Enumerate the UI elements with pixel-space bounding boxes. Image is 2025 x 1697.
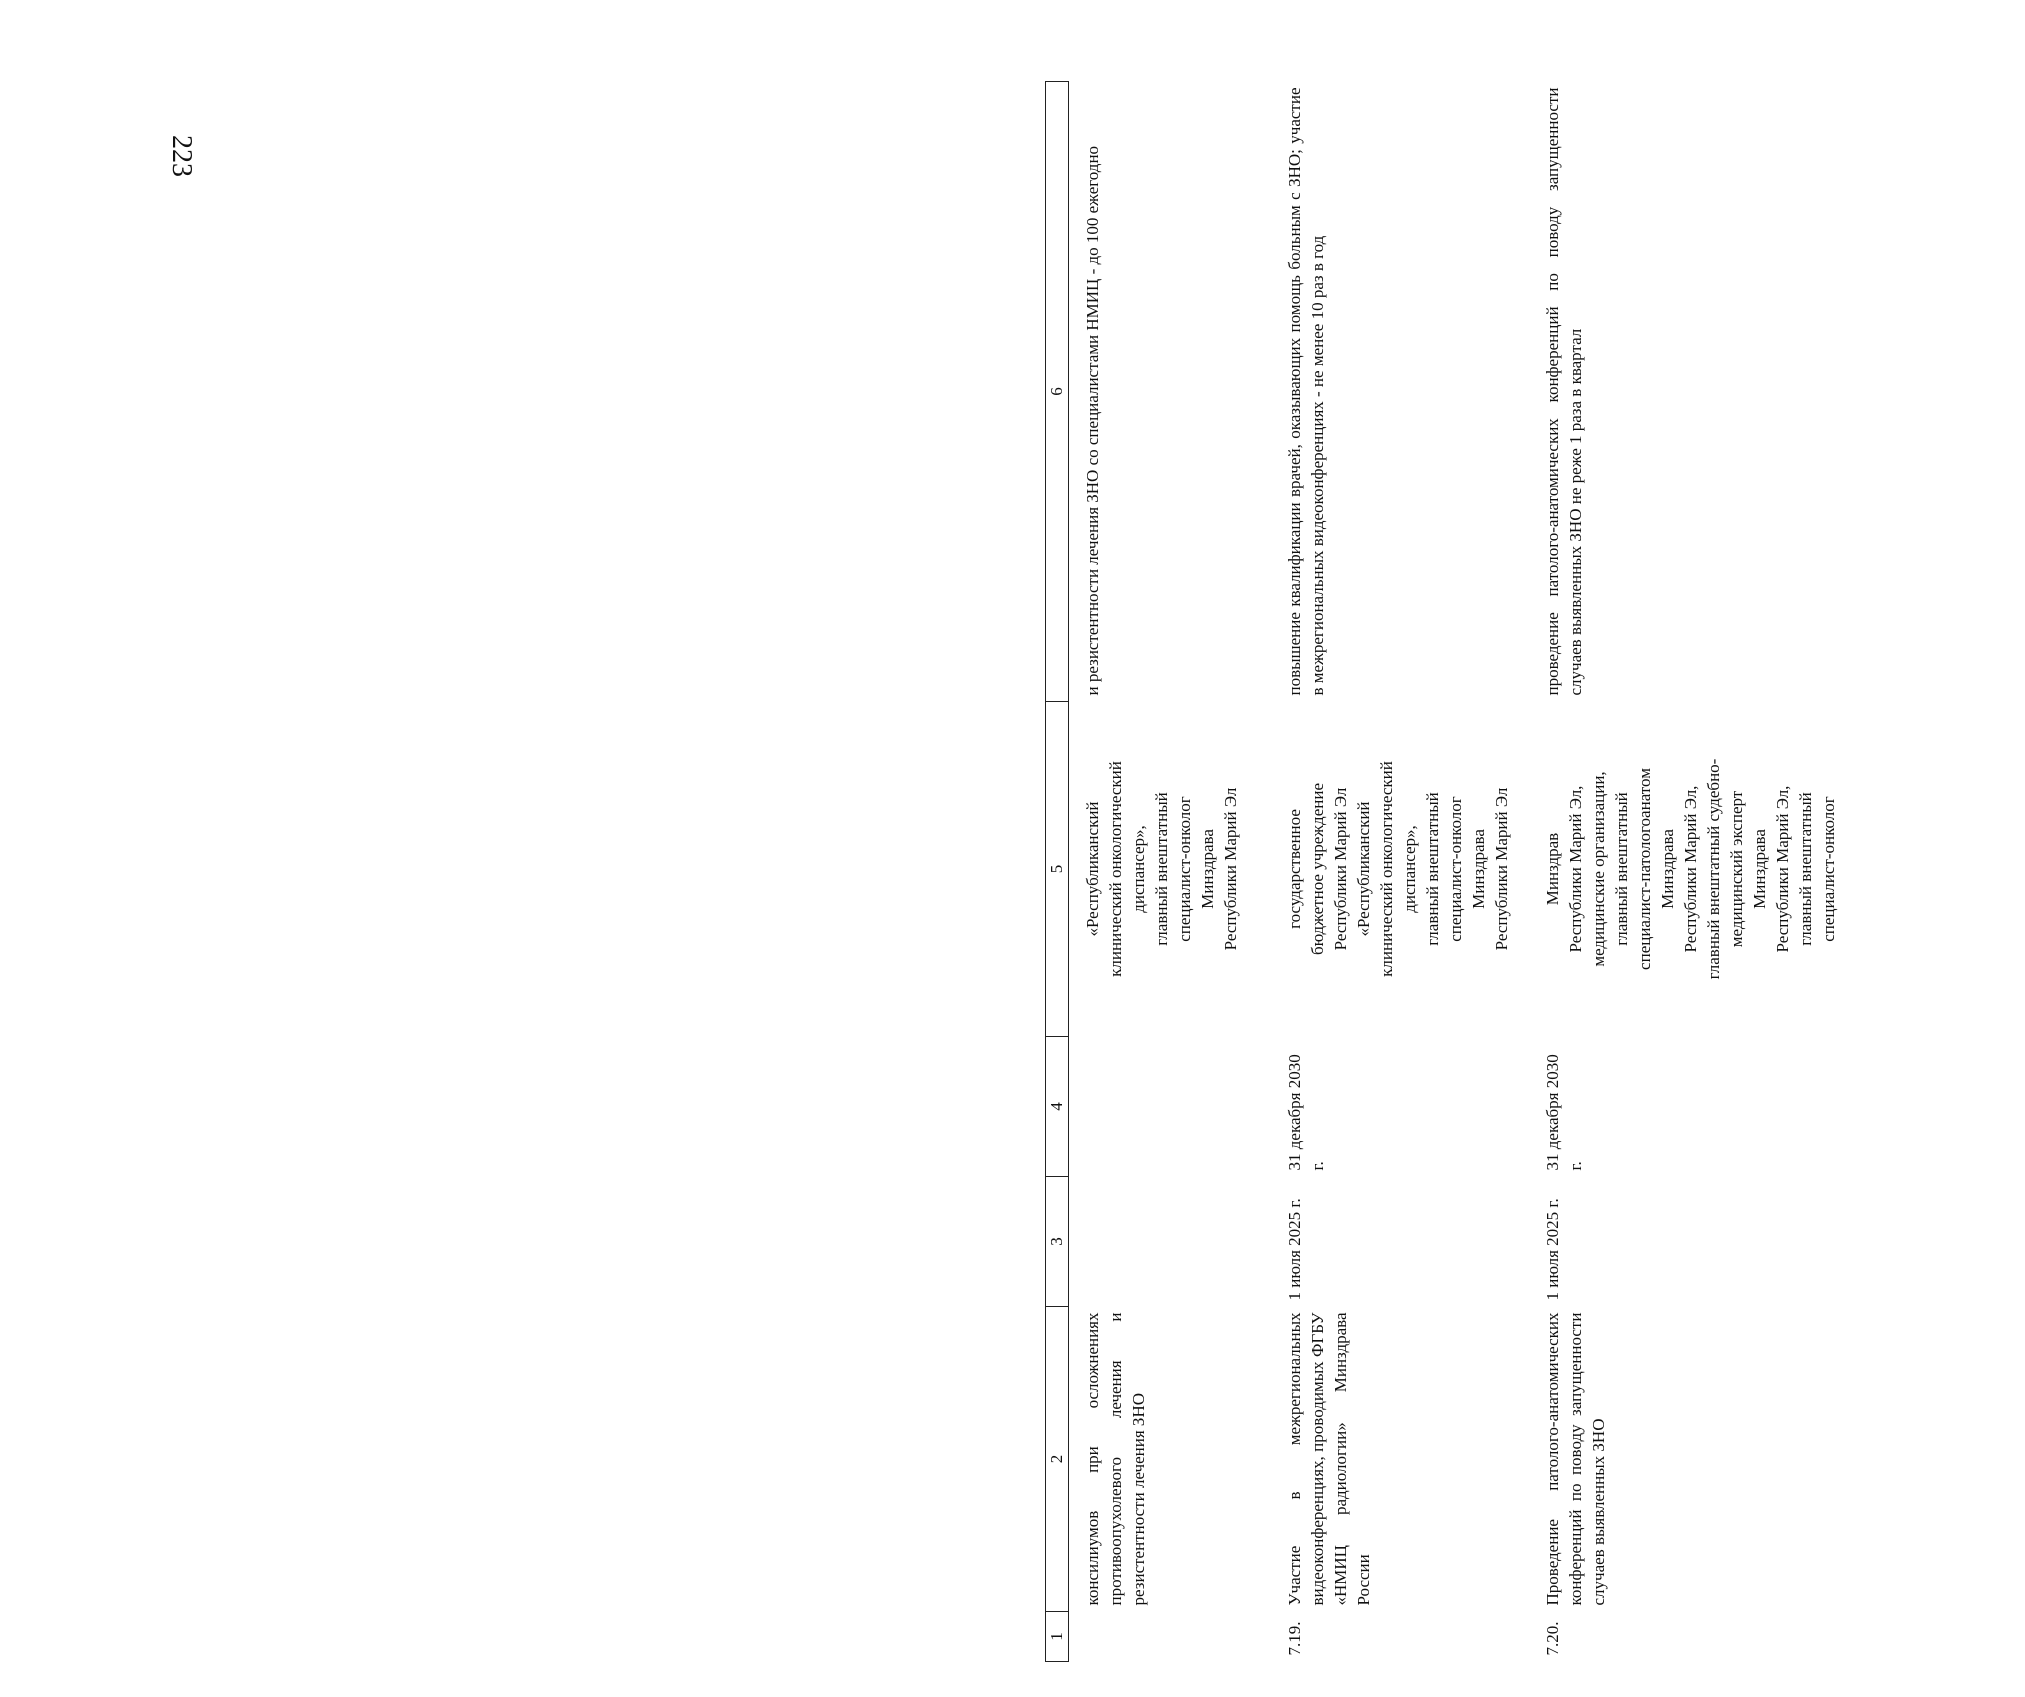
responsible-line: главный внештатный	[1152, 792, 1171, 946]
responsible-line: специалист-онколог	[1175, 796, 1194, 942]
responsible-line: главный внештатный	[1423, 792, 1442, 946]
start-date: 1 июля 2025 г.	[1285, 1198, 1304, 1301]
responsible-line: Республики Марий Эл,	[1773, 785, 1792, 953]
column-header: 6	[1046, 82, 1069, 702]
responsible-line: Минздрава	[1658, 829, 1677, 909]
responsible-line: специалист-онколог	[1446, 796, 1465, 942]
responsible-parties	[1519, 702, 1844, 1037]
responsible-line: «Республиканский	[1354, 801, 1373, 937]
responsible-line: Минздрава	[1469, 829, 1488, 909]
event-description: Проведение патолого-анатомических конференций по поводу запущенности случаев выявленных ЗНО	[1543, 1312, 1608, 1606]
column-header: 1	[1046, 1612, 1069, 1662]
responsible-line: диспансер»,	[1400, 825, 1419, 913]
end-date	[1069, 1037, 1262, 1177]
expected-result: проведение патолого-анатомических конференций по поводу запущенности случаев выявленных ЗНО не реже 1 раза в квартал	[1543, 87, 1585, 696]
responsible-line: Минздрава	[1198, 829, 1217, 909]
row-number	[1069, 1612, 1262, 1662]
column-header: 3	[1046, 1177, 1069, 1307]
end-date: 31 декабря 2030 г.	[1285, 1054, 1327, 1171]
column-header: 4	[1046, 1037, 1069, 1177]
responsible-line: специалист-онколог	[1819, 796, 1838, 942]
end-date: 31 декабря 2030 г.	[1543, 1054, 1585, 1171]
responsible-line: Республики Марий Эл	[1492, 787, 1511, 951]
page-number: 223	[166, 135, 197, 177]
responsible-line: Республики Марий Эл	[1331, 787, 1350, 951]
responsible-line: бюджетное учреждение	[1308, 783, 1327, 956]
responsible-line: клинический онкологический	[1377, 761, 1396, 977]
responsible-parties	[1261, 702, 1519, 1037]
expected-result: повышение квалификации врачей, оказывающих помощь больным с ЗНО; участие в межрегиональных видеоконференциях - не менее 10 раз в год	[1285, 87, 1327, 696]
column-header: 5	[1046, 702, 1069, 1037]
expected-result: и резистентности лечения ЗНО со специалистами НМИЦ - до 100 ежегодно	[1083, 145, 1102, 696]
responsible-line: Республики Марий Эл,	[1566, 785, 1585, 953]
responsible-line: государственное	[1285, 809, 1304, 929]
responsible-line: главный внештатный	[1796, 792, 1815, 946]
responsible-line: диспансер»,	[1129, 825, 1148, 913]
responsible-line: специалист-патологоанатом	[1635, 768, 1654, 970]
responsible-line: Республики Марий Эл,	[1681, 785, 1700, 953]
column-header: 2	[1046, 1307, 1069, 1612]
table-row	[1261, 82, 1519, 1662]
responsible-line: медицинский эксперт	[1727, 790, 1746, 948]
responsible-line: «Республиканский	[1083, 801, 1102, 937]
responsible-line: Минздрава	[1750, 829, 1769, 909]
table-container	[1045, 82, 2025, 1662]
row-number: 7.19.	[1285, 1621, 1304, 1656]
responsible-line: Республики Марий Эл	[1221, 787, 1240, 951]
start-date: 1 июля 2025 г.	[1543, 1198, 1562, 1301]
table-row	[1069, 82, 1262, 1662]
responsible-line: Минздрав	[1543, 832, 1562, 906]
table-row	[1519, 82, 1844, 1662]
event-description: Участие в межрегиональных видеоконференциях, проводимых ФГБУ «НМИЦ радиологии» Минздрава России	[1285, 1312, 1373, 1606]
start-date	[1069, 1177, 1262, 1307]
responsible-line: главный внештатный судебно-	[1704, 758, 1723, 980]
responsible-line: главный внештатный	[1612, 792, 1631, 946]
event-description: консилиумов при осложнениях противоопухолевого лечения и резистентности лечения ЗНО	[1083, 1312, 1148, 1606]
responsible-line: клинический онкологический	[1106, 761, 1125, 977]
row-number: 7.20.	[1543, 1621, 1562, 1656]
responsible-line: медицинские организации,	[1589, 771, 1608, 967]
measures-table	[1045, 81, 1844, 1662]
responsible-parties	[1069, 702, 1262, 1037]
table-header-row	[1046, 82, 1069, 1662]
